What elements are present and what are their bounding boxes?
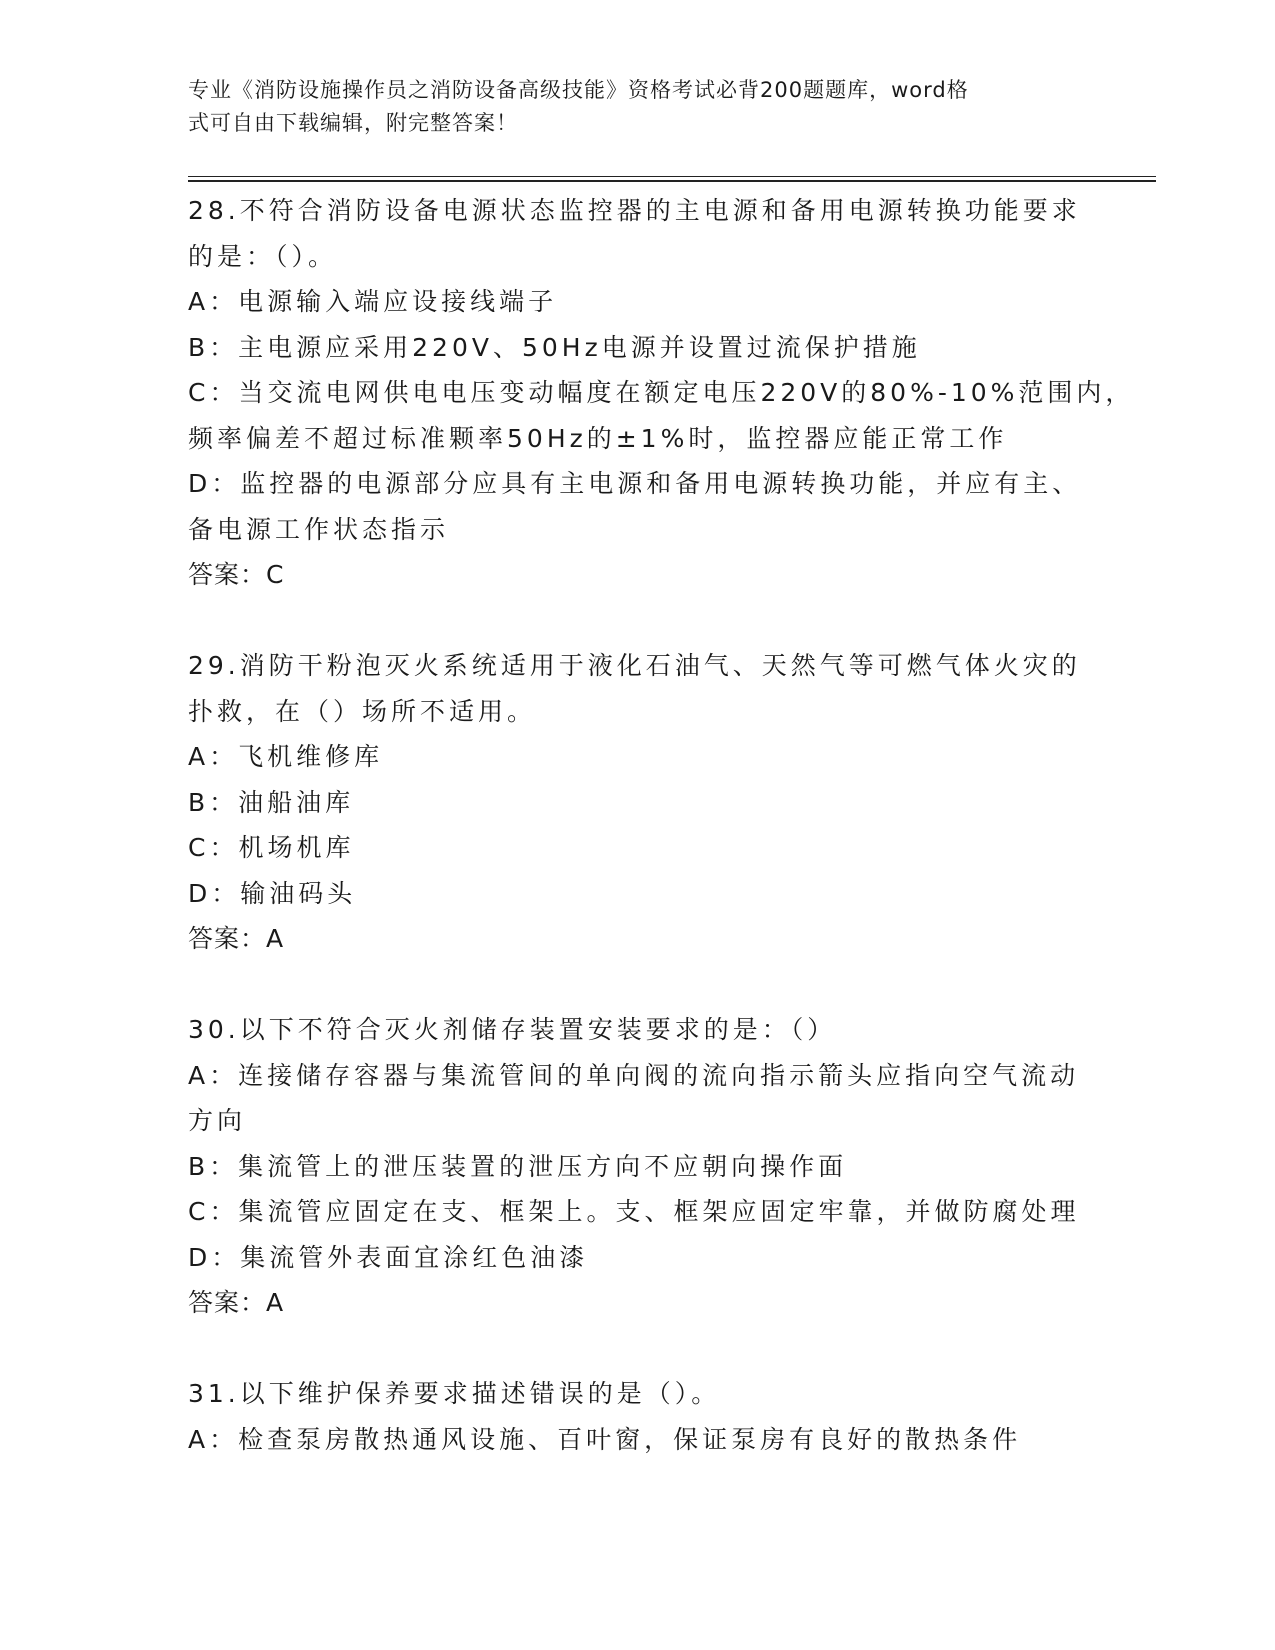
option-b: B：油船油库 xyxy=(188,787,355,817)
option-b: B：主电源应采用220V、50Hz电源并设置过流保护措施 xyxy=(188,332,921,362)
option-a: A：检查泵房散热通风设施、百叶窗，保证泵房有良好的散热条件 xyxy=(188,1424,1022,1454)
answer: 答案：A xyxy=(188,1288,285,1317)
option-c: C：集流管应固定在支、框架上。支、框架应固定牢靠，并做防腐处理 xyxy=(188,1197,1080,1226)
spacer xyxy=(188,962,1088,1008)
spacer xyxy=(188,598,1088,644)
option-d: D：输油码头 xyxy=(188,878,357,908)
spacer xyxy=(188,1326,1088,1372)
question-list xyxy=(188,188,1135,1462)
option-c-continued: 频率偏差不超过标准颗率50Hz的±1%时，监控器应能正常工作 xyxy=(188,423,1008,453)
document-header xyxy=(188,74,1068,140)
question-stem: 扑救，在（）场所不适用。 xyxy=(188,696,537,726)
question-stem: 的是：（）。 xyxy=(188,241,338,271)
header-line-2: 式可自由下载编辑，附完整答案！ xyxy=(188,111,518,135)
option-d: D：集流管外表面宜涂红色油漆 xyxy=(188,1242,589,1272)
question-stem: 30.以下不符合灭火剂储存装置安装要求的是：（） xyxy=(188,1015,837,1044)
header-divider-thick xyxy=(188,180,1156,182)
question-28 xyxy=(188,188,1135,598)
option-a: A：飞机维修库 xyxy=(188,742,384,771)
question-31 xyxy=(188,1371,1088,1462)
option-c: C：机场机库 xyxy=(188,833,355,862)
header-divider-thin xyxy=(188,176,1156,177)
question-stem: 31.以下维护保养要求描述错误的是（）。 xyxy=(188,1379,721,1408)
option-a-continued: 方向 xyxy=(188,1106,247,1135)
option-b: B：集流管上的泄压装置的泄压方向不应朝向操作面 xyxy=(188,1151,848,1181)
option-d-continued: 备电源工作状态指示 xyxy=(188,514,450,544)
option-a: A：连接储存容器与集流管间的单向阀的流向指示箭头应指向空气流动 xyxy=(188,1060,1080,1090)
question-29 xyxy=(188,643,1088,962)
question-stem: 28.不符合消防设备电源状态监控器的主电源和备用电源转换功能要求 xyxy=(188,196,1081,225)
answer: 答案：A xyxy=(188,924,285,953)
answer: 答案：C xyxy=(188,560,285,589)
question-30 xyxy=(188,1007,1088,1326)
option-c: C：当交流电网供电电压变动幅度在额定电压220V的80%-10%范围内， xyxy=(188,378,1135,407)
option-a: A：电源输入端应设接线端子 xyxy=(188,287,558,316)
option-d: D：监控器的电源部分应具有主电源和备用电源转换功能，并应有主、 xyxy=(188,469,1082,498)
question-stem: 29.消防干粉泡灭火系统适用于液化石油气、天然气等可燃气体火灾的 xyxy=(188,651,1081,680)
header-line-1: 专业《消防设施操作员之消防设备高级技能》资格考试必背200题题库，word格 xyxy=(188,78,969,102)
